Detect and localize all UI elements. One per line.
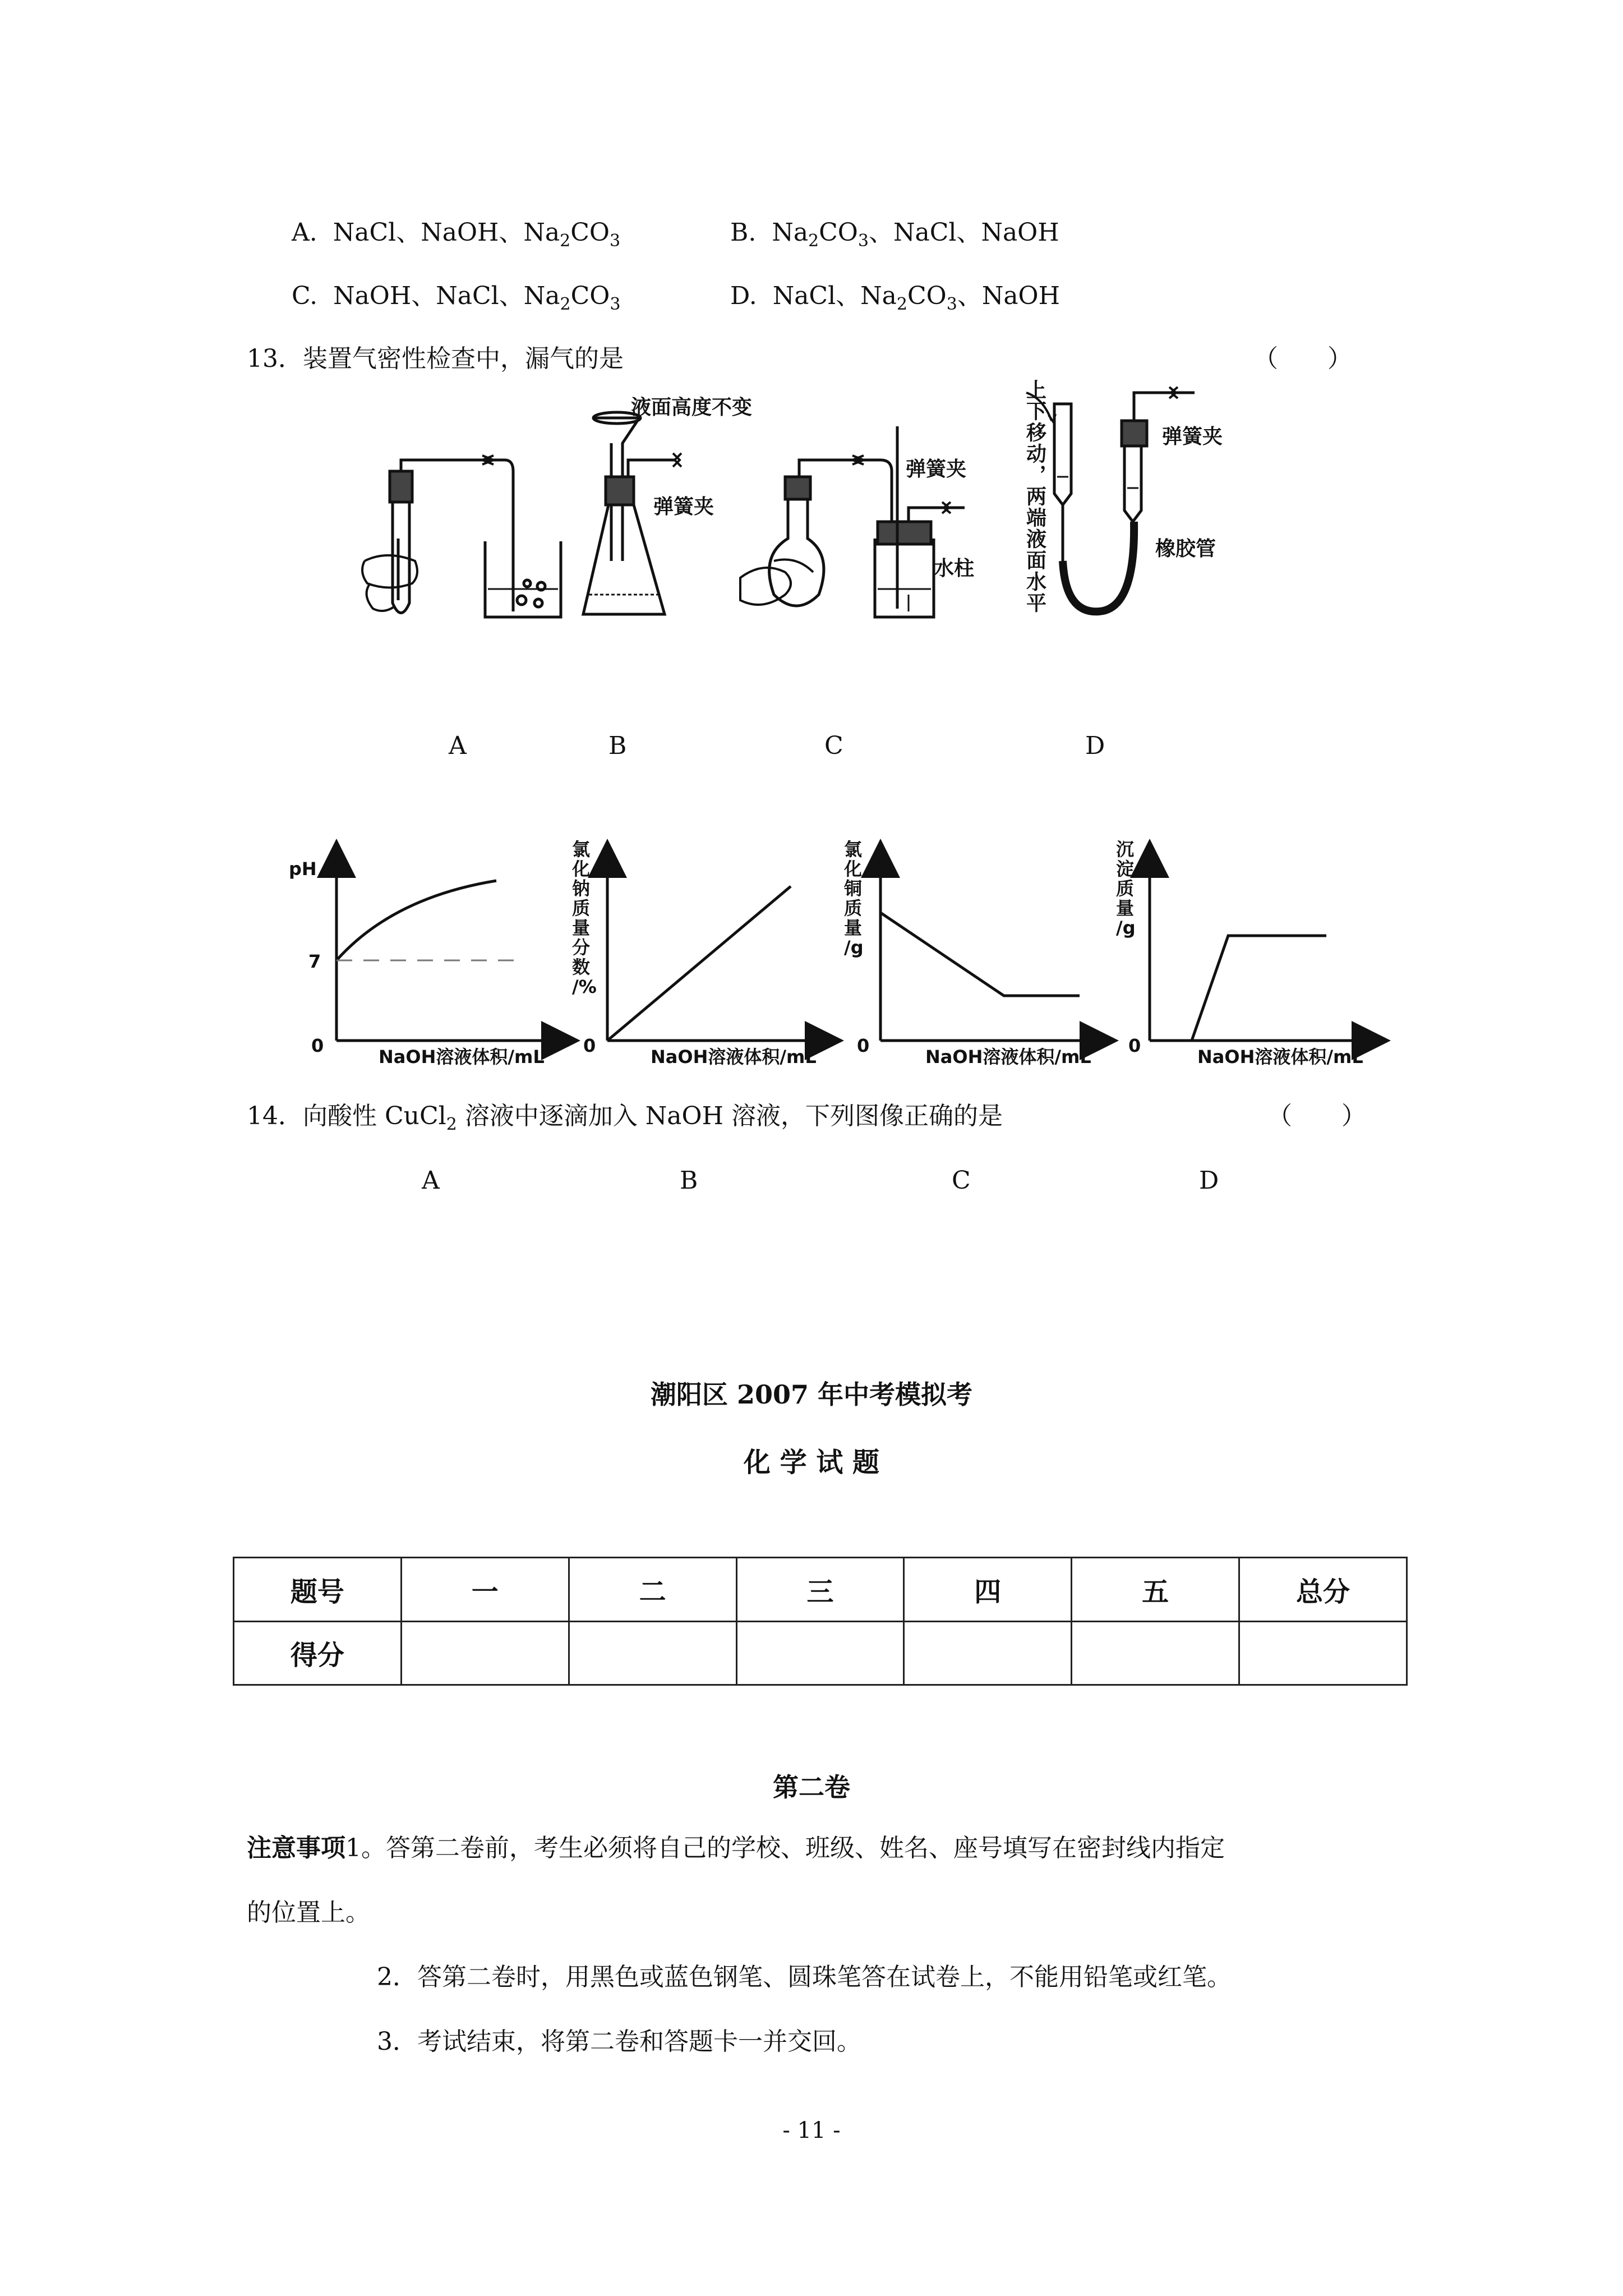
graph-c-xlabel: NaOH溶液体积/mL: [925, 1046, 1091, 1068]
graph-c-line: [880, 913, 1080, 996]
svg-text:/g: /g: [1116, 917, 1136, 938]
score-entry-cell[interactable]: [904, 1621, 1072, 1685]
graph-d: [1150, 858, 1371, 1041]
svg-text:化: 化: [844, 858, 863, 880]
q14-graphs: [280, 830, 1402, 1077]
q14-letter-b: B: [680, 1166, 698, 1195]
q13-letter-c: C: [824, 731, 843, 760]
graph-b-xlabel: NaOH溶液体积/mL: [651, 1046, 817, 1068]
score-header-cell: 一: [401, 1558, 569, 1622]
svg-text:量: 量: [844, 917, 863, 938]
score-header-cell: 五: [1072, 1558, 1239, 1622]
score-header-cell: 总分: [1239, 1558, 1407, 1622]
graph-b-ylabel: [571, 839, 597, 997]
apparatus-a: [362, 455, 561, 617]
apparatus-c: [740, 426, 965, 617]
label-vertical-move: 上下移动，两端液面水平: [1023, 379, 1046, 614]
score-table-score-row: [234, 1621, 1407, 1685]
q13-stem: 13．装置气密性检查中，漏气的是: [247, 344, 624, 373]
q12-option-d: D. NaCl、$Na_2CO_3$、NaOH: [730, 282, 1061, 314]
graph-d-ylabel: [1116, 839, 1136, 938]
q14-letter-a: A: [422, 1166, 440, 1195]
graph-b-line: [607, 886, 791, 1041]
apparatus-d: [1026, 387, 1195, 611]
svg-text:质: 质: [1116, 878, 1135, 899]
graph-a: [336, 858, 561, 1041]
graph-a-ylabel: pH: [289, 858, 317, 880]
graph-b-origin: 0: [583, 1035, 596, 1056]
svg-text:量: 量: [1116, 898, 1135, 919]
label-spring-clip-b: 弹簧夹: [653, 495, 714, 518]
page-number: - 11 -: [782, 2118, 841, 2143]
svg-text:氯: 氯: [572, 839, 591, 860]
label-liquid-level-unchanged: 液面高度不变: [631, 396, 753, 419]
score-header-cell: 三: [736, 1558, 904, 1622]
exam-subtitle: 化 学 试 题: [743, 1447, 880, 1478]
q14-letter-d: D: [1199, 1166, 1219, 1195]
svg-text:钠: 钠: [572, 878, 591, 899]
graph-a-tick-7: 7: [308, 951, 321, 972]
q12-option-a: A. NaCl、NaOH、$Na_2CO_3$: [292, 218, 621, 251]
svg-text:数: 数: [572, 956, 591, 978]
svg-text:/g: /g: [844, 937, 864, 958]
graph-d-xlabel: NaOH溶液体积/mL: [1197, 1046, 1363, 1068]
q13-answer-blank: （ ）: [1253, 344, 1352, 373]
q13-letter-a: A: [449, 731, 467, 760]
notes-label: 注意事项: [247, 1834, 345, 1862]
label-spring-clip-c: 弹簧夹: [906, 458, 967, 481]
graph-c: [880, 858, 1099, 1041]
q12-option-c: C. NaOH、NaCl、$Na_2CO_3$: [292, 282, 621, 314]
notes-line-1: 注意事项1。答第二卷前，考生必须将自己的学校、班级、姓名、座号填写在密封线内指定: [247, 1834, 1225, 1862]
score-row-label: 得分: [234, 1621, 402, 1685]
section-title: 第二卷: [773, 1772, 850, 1802]
score-entry-cell[interactable]: [736, 1621, 904, 1685]
svg-text:质: 质: [844, 898, 863, 919]
q13-apparatus-figure: [336, 370, 1290, 628]
q14-answer-blank: （ ）: [1267, 1102, 1366, 1130]
q12-option-b: B. $Na_2CO_3$、NaCl、NaOH: [730, 218, 1059, 251]
svg-text:化: 化: [572, 858, 591, 880]
graph-a-xlabel: NaOH溶液体积/mL: [379, 1046, 545, 1068]
graph-c-ylabel: [843, 839, 864, 958]
label-spring-clip-d: 弹簧夹: [1162, 425, 1223, 448]
svg-text:沉: 沉: [1116, 839, 1135, 860]
svg-text:质: 质: [572, 898, 591, 919]
graph-c-origin: 0: [857, 1035, 870, 1056]
graph-d-line: [1150, 936, 1326, 1041]
score-header-cell: 二: [569, 1558, 736, 1622]
label-rubber-tube: 橡胶管: [1155, 537, 1216, 560]
graph-a-curve: [336, 881, 496, 960]
svg-text:氯: 氯: [844, 839, 863, 860]
notes-line-1-cont: 的位置上。: [247, 1898, 370, 1927]
label-water-column: 水柱: [934, 557, 975, 580]
svg-text:淀: 淀: [1116, 858, 1135, 880]
score-entry-cell[interactable]: [1072, 1621, 1239, 1685]
score-header-cell: 题号: [234, 1558, 402, 1622]
score-table-header-row: [234, 1558, 1407, 1622]
q13-letter-b: B: [608, 731, 627, 760]
score-table: [233, 1557, 1408, 1686]
q13-letter-d: D: [1085, 731, 1105, 760]
notes-line-3: 3．考试结束，将第二卷和答题卡一并交回。: [377, 2027, 861, 2056]
score-entry-cell[interactable]: [1239, 1621, 1407, 1685]
score-header-cell: 四: [904, 1558, 1072, 1622]
svg-text:铜: 铜: [844, 878, 863, 899]
exam-title: 潮阳区 2007 年中考模拟考: [650, 1379, 973, 1410]
svg-text:/%: /%: [572, 976, 597, 997]
q14-letter-c: C: [952, 1166, 971, 1195]
svg-text:量: 量: [572, 917, 591, 938]
graph-b: [607, 858, 824, 1041]
q14-stem: 14．向酸性 CuCl$_2$ 溶液中逐滴加入 NaOH 溶液，下列图像正确的是: [247, 1102, 1003, 1134]
graph-a-origin: 0: [311, 1035, 324, 1056]
score-entry-cell[interactable]: [401, 1621, 569, 1685]
svg-text:分: 分: [572, 937, 591, 958]
notes-line-2: 2．答第二卷时，用黑色或蓝色钢笔、圆珠笔答在试卷上，不能用铅笔或红笔。: [377, 1963, 1232, 1991]
graph-d-origin: 0: [1128, 1035, 1141, 1056]
score-entry-cell[interactable]: [569, 1621, 736, 1685]
